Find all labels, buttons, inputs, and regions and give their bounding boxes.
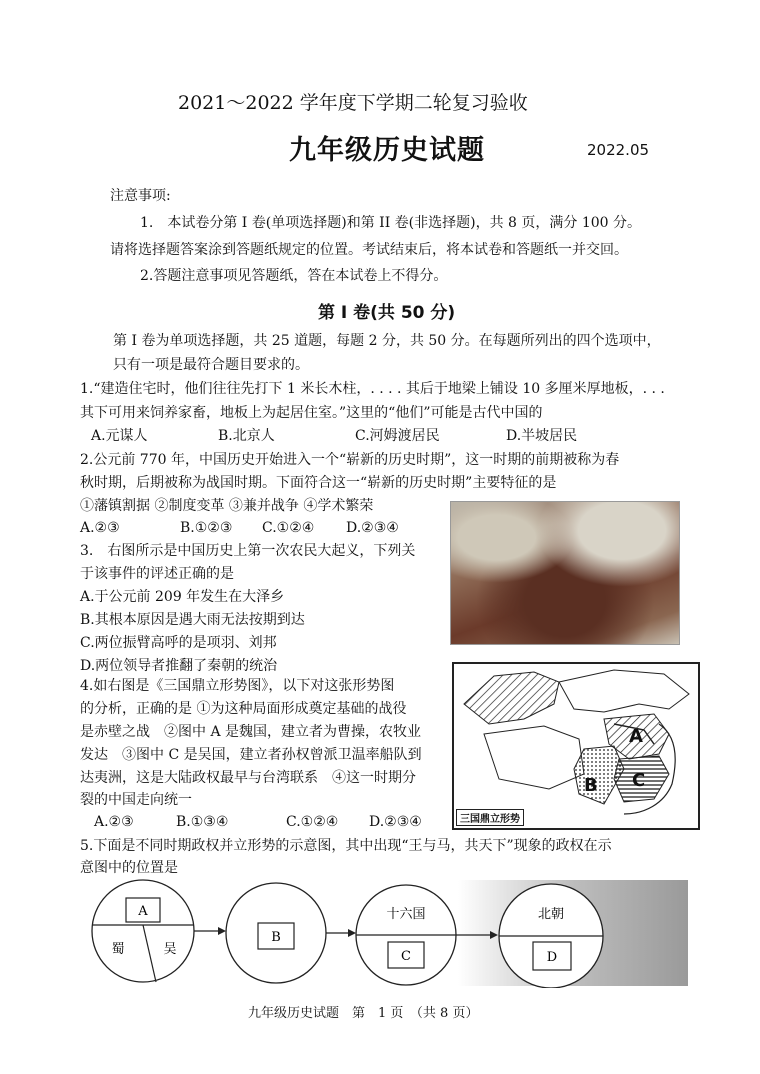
- question-2-option-d: D.②③④: [346, 520, 399, 536]
- question-2-line3: ①藩镇割据 ②制度变革 ③兼并战争 ④学术繁荣: [80, 498, 374, 514]
- section-intro-line2: 只有一项是最符合题目要求的。: [113, 357, 309, 373]
- question-3-option-b: B.其根本原因是遇大雨无法按期到达: [80, 612, 305, 628]
- question-4-option-b: B.①③④: [176, 814, 229, 830]
- question-4-line2: 的分析，正确的是 ①为这种局面形成奠定基础的战役: [80, 701, 407, 717]
- question-4-line6: 裂的中国走向统一: [80, 792, 192, 808]
- question-1-option-d: D.半坡居民: [506, 428, 578, 444]
- diagram-label-a: A: [138, 904, 148, 919]
- diagram-label-16-kingdoms: 十六国: [386, 907, 426, 922]
- diagram-circle-4: [499, 884, 603, 988]
- exam-title: 九年级历史试题: [289, 135, 485, 166]
- diagram-label-northern-dynasties: 北朝: [537, 907, 565, 922]
- exam-date: 2022.05: [587, 141, 650, 159]
- section-title: 第 I 卷(共 50 分): [318, 303, 456, 323]
- question-1-option-c: C.河姆渡居民: [355, 428, 440, 444]
- question-3-option-a: A.于公元前 209 年发生在大泽乡: [80, 589, 285, 605]
- question-2-option-c: C.①②④: [262, 520, 315, 536]
- map-label-c: C: [632, 770, 646, 791]
- map-label-b: B: [584, 775, 598, 796]
- diagram-label-shu: 蜀: [111, 942, 125, 957]
- map-label-a: A: [629, 726, 643, 747]
- map-drawing: [454, 664, 698, 828]
- question-2-line1: 2.公元前 770 年，中国历史开始进入一个“崭新的历史时期”，这一时期的前期被称为春: [80, 452, 620, 468]
- three-kingdoms-map: [452, 662, 700, 830]
- question-4-option-c: C.①②④: [286, 814, 339, 830]
- question-1-line2: 其下可用来饲养家畜，地板上为起居住室。”这里的“他们”可能是古代中国的: [80, 405, 543, 421]
- notice-heading: 注意事项:: [110, 188, 171, 204]
- question-5-line1: 5.下面是不同时期政权并立形势的示意图，其中出现“王与马，共天下”现象的政权在示: [80, 838, 612, 854]
- question-3-option-c: C.两位振臂高呼的是项羽、刘邦: [80, 635, 277, 651]
- question-2-line2: 秋时期，后期被称为战国时期。下面符合这一“崭新的历史时期”主要特征的是: [80, 475, 557, 491]
- question-4-option-a: A.②③: [94, 814, 134, 830]
- question-4-option-d: D.②③④: [369, 814, 422, 830]
- question-4-line4: 发达 ③图中 C 是吴国，建立者孙权曾派卫温率船队到: [80, 747, 422, 763]
- question-2-option-a: A.②③: [80, 520, 120, 536]
- uprising-painting: [450, 501, 680, 645]
- map-caption: 三国鼎立形势: [456, 809, 524, 826]
- diagram-label-d: D: [546, 950, 558, 965]
- question-2-option-b: B.①②③: [180, 520, 233, 536]
- diagram-circle-2: [226, 883, 326, 983]
- diagram-label-b: B: [271, 930, 281, 945]
- question-3-option-d: D.两位领导者推翻了秦朝的统治: [80, 658, 278, 674]
- regime-diagram: [88, 878, 688, 988]
- question-1-option-a: A.元谋人: [91, 428, 148, 444]
- arrow-2-head: [348, 929, 356, 937]
- notice-item1-line1: 1. 本试卷分第 I 卷(单项选择题)和第 II 卷(非选择题)，共 8 页，满分 100 分。: [140, 215, 642, 231]
- question-5-line2: 意图中的位置是: [80, 860, 178, 876]
- exam-title-line1: 2021～2022 学年度下学期二轮复习验收: [178, 92, 528, 114]
- page-footer: 九年级历史试题 第 1 页 （共 8 页）: [248, 1006, 479, 1021]
- question-4-line1: 4.如右图是《三国鼎立形势图》，以下对这张形势图: [80, 678, 395, 694]
- diagram-circle-3: [356, 885, 456, 985]
- notice-item2: 2.答题注意事项见答题纸，答在本试卷上不得分。: [140, 268, 448, 284]
- notice-item1-line2: 请将选择题答案涂到答题纸规定的位置。考试结束后，将本试卷和答题纸一并交回。: [110, 242, 628, 258]
- diagram-label-wu: 吴: [163, 942, 177, 957]
- arrow-1-head: [218, 927, 226, 935]
- question-3-line2: 于该事件的评述正确的是: [80, 566, 234, 582]
- question-4-line5: 达夷洲，这是大陆政权最早与台湾联系 ④这一时期分: [80, 770, 416, 786]
- diagram-label-c: C: [401, 949, 411, 964]
- question-1-line1: 1.“建造住宅时，他们往往先打下 1 米长木柱，. . . . 其后于地梁上铺设 10 多厘米厚地板，. . .: [80, 381, 665, 397]
- question-3-line1: 3. 右图所示是中国历史上第一次农民大起义，下列关: [80, 543, 416, 559]
- diagram-circle-1: [92, 880, 194, 982]
- question-1-option-b: B.北京人: [218, 428, 275, 444]
- section-intro-line1: 第 I 卷为单项选择题，共 25 道题，每题 2 分，共 50 分。在每题所列出的四个选项中，: [113, 333, 661, 349]
- question-4-line3: 是赤壁之战 ②图中 A 是魏国，建立者为曹操，农牧业: [80, 724, 422, 740]
